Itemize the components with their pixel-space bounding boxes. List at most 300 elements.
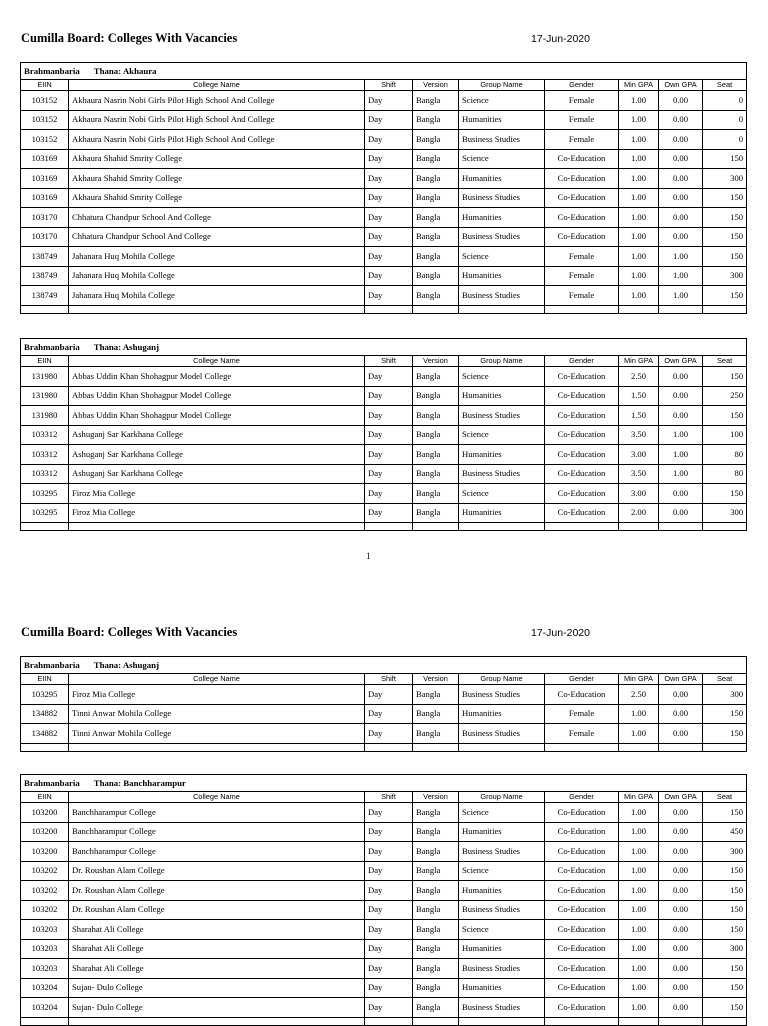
column-header-version: Version [413,80,459,91]
cell-college-name: Tinni Anwar Mohila College [69,704,365,724]
district-label: Brahmanbaria [24,65,80,76]
cell-own-gpa: 1.00 [659,464,703,484]
cell-group-name: Humanities [459,169,545,189]
column-header-gender: Gender [545,356,619,367]
cell-gender: Co-Education [545,900,619,920]
table-row [21,861,747,881]
cell-version: Bangla [413,266,459,286]
table-row [21,939,747,959]
cell-eiin: 103202 [21,881,69,901]
cell-eiin: 134882 [21,724,69,744]
table-row [21,130,747,150]
cell-shift: Day [365,842,413,862]
column-header-gender: Gender [545,674,619,685]
blank-row [21,305,747,313]
cell-eiin: 138749 [21,247,69,267]
cell-seat: 0 [703,110,747,130]
cell-min-gpa: 1.00 [619,998,659,1018]
district-label: Brahmanbaria [24,659,80,670]
cell-eiin: 103203 [21,939,69,959]
column-header-seat: Seat [703,80,747,91]
cell-group-name: Business Studies [459,842,545,862]
cell-min-gpa: 1.00 [619,822,659,842]
cell-seat: 80 [703,464,747,484]
cell-college-name: Jahanara Huq Mohila College [69,266,365,286]
cell-own-gpa: 0.00 [659,130,703,150]
column-header-eiin: EIIN [21,674,69,685]
page-number: 1 [366,551,371,561]
section-table [20,62,746,314]
cell-gender: Co-Education [545,484,619,504]
table-row [21,900,747,920]
cell-seat: 300 [703,503,747,523]
cell-shift: Day [365,685,413,705]
cell-seat: 0 [703,130,747,150]
cell-eiin: 134882 [21,704,69,724]
cell-seat: 0 [703,91,747,111]
vacancy-table [20,62,747,314]
cell-group-name: Business Studies [459,286,545,306]
cell-gender: Co-Education [545,367,619,387]
cell-seat: 150 [703,227,747,247]
cell-own-gpa: 0.00 [659,939,703,959]
cell-seat: 150 [703,978,747,998]
cell-gender: Co-Education [545,445,619,465]
table-row [21,247,747,267]
cell-gender: Female [545,266,619,286]
cell-version: Bangla [413,208,459,228]
cell-college-name: Dr. Roushan Alam College [69,900,365,920]
cell-min-gpa: 1.00 [619,803,659,823]
cell-version: Bangla [413,822,459,842]
cell-min-gpa: 1.00 [619,149,659,169]
cell-min-gpa: 1.00 [619,920,659,940]
column-header-shift: Shift [365,80,413,91]
cell-seat: 150 [703,920,747,940]
cell-shift: Day [365,208,413,228]
cell-seat: 150 [703,247,747,267]
cell-min-gpa: 1.50 [619,386,659,406]
column-header-own-gpa: Own GPA [659,674,703,685]
table-row [21,425,747,445]
page-title: Cumilla Board: Colleges With Vacancies [21,625,238,639]
table-row [21,484,747,504]
cell-college-name: Akhaura Shahid Smrity College [69,149,365,169]
cell-version: Bangla [413,900,459,920]
column-header-min-gpa: Min GPA [619,792,659,803]
cell-version: Bangla [413,685,459,705]
cell-college-name: Ashuganj Sar Karkhana College [69,445,365,465]
cell-min-gpa: 1.00 [619,208,659,228]
cell-eiin: 131980 [21,367,69,387]
cell-own-gpa: 0.00 [659,842,703,862]
cell-own-gpa: 0.00 [659,386,703,406]
cell-version: Bangla [413,149,459,169]
page-title: Cumilla Board: Colleges With Vacancies [21,31,238,45]
cell-gender: Co-Education [545,822,619,842]
cell-gender: Co-Education [545,208,619,228]
cell-version: Bangla [413,110,459,130]
cell-own-gpa: 0.00 [659,208,703,228]
cell-eiin: 103203 [21,920,69,940]
cell-group-name: Business Studies [459,724,545,744]
cell-own-gpa: 0.00 [659,503,703,523]
cell-version: Bangla [413,881,459,901]
cell-eiin: 138749 [21,286,69,306]
column-header-group-name: Group Name [459,674,545,685]
column-header-eiin: EIIN [21,792,69,803]
table-row [21,227,747,247]
cell-group-name: Humanities [459,386,545,406]
cell-own-gpa: 0.00 [659,724,703,744]
table-row [21,406,747,426]
cell-gender: Co-Education [545,881,619,901]
cell-min-gpa: 1.00 [619,110,659,130]
vacancy-table [20,774,747,1026]
cell-version: Bangla [413,920,459,940]
cell-version: Bangla [413,861,459,881]
cell-own-gpa: 0.00 [659,91,703,111]
table-row [21,978,747,998]
cell-seat: 150 [703,861,747,881]
cell-seat: 150 [703,406,747,426]
cell-min-gpa: 1.00 [619,704,659,724]
cell-group-name: Science [459,425,545,445]
cell-own-gpa: 0.00 [659,881,703,901]
cell-college-name: Akhaura Shahid Smrity College [69,188,365,208]
cell-college-name: Sujan- Dulo College [69,978,365,998]
cell-group-name: Science [459,920,545,940]
column-header-college-name: College Name [69,80,365,91]
cell-college-name: Sharahat Ali College [69,939,365,959]
cell-min-gpa: 1.00 [619,169,659,189]
cell-own-gpa: 1.00 [659,425,703,445]
cell-gender: Female [545,91,619,111]
cell-shift: Day [365,959,413,979]
cell-version: Bangla [413,91,459,111]
cell-college-name: Ashuganj Sar Karkhana College [69,464,365,484]
table-row [21,286,747,306]
cell-own-gpa: 0.00 [659,367,703,387]
table-row [21,110,747,130]
column-header-shift: Shift [365,356,413,367]
cell-seat: 300 [703,685,747,705]
cell-group-name: Business Studies [459,959,545,979]
cell-min-gpa: 1.00 [619,881,659,901]
cell-gender: Co-Education [545,939,619,959]
table-row [21,724,747,744]
cell-version: Bangla [413,998,459,1018]
cell-group-name: Humanities [459,881,545,901]
cell-min-gpa: 1.00 [619,900,659,920]
cell-group-name: Science [459,149,545,169]
cell-eiin: 103202 [21,900,69,920]
cell-eiin: 103152 [21,91,69,111]
cell-college-name: Akhaura Nasrin Nobi Girls Pilot High School And College [69,110,365,130]
cell-version: Bangla [413,959,459,979]
cell-group-name: Science [459,91,545,111]
cell-eiin: 131980 [21,406,69,426]
cell-eiin: 103170 [21,227,69,247]
cell-group-name: Humanities [459,822,545,842]
cell-college-name: Firoz Mia College [69,685,365,705]
table-row [21,169,747,189]
cell-own-gpa: 0.00 [659,685,703,705]
cell-eiin: 103152 [21,130,69,150]
cell-min-gpa: 1.00 [619,188,659,208]
column-header-row [21,674,747,685]
cell-min-gpa: 1.00 [619,130,659,150]
cell-seat: 300 [703,842,747,862]
section-table [20,338,746,531]
cell-shift: Day [365,386,413,406]
cell-own-gpa: 0.00 [659,861,703,881]
cell-min-gpa: 1.00 [619,227,659,247]
cell-own-gpa: 0.00 [659,978,703,998]
cell-version: Bangla [413,227,459,247]
column-header-seat: Seat [703,792,747,803]
cell-college-name: Firoz Mia College [69,503,365,523]
cell-eiin: 103169 [21,188,69,208]
column-header-college-name: College Name [69,674,365,685]
cell-own-gpa: 1.00 [659,445,703,465]
cell-group-name: Science [459,803,545,823]
cell-group-name: Business Studies [459,227,545,247]
cell-min-gpa: 2.50 [619,685,659,705]
column-header-college-name: College Name [69,356,365,367]
cell-college-name: Dr. Roushan Alam College [69,861,365,881]
cell-min-gpa: 3.50 [619,425,659,445]
cell-min-gpa: 1.00 [619,842,659,862]
cell-shift: Day [365,247,413,267]
cell-eiin: 103203 [21,959,69,979]
column-header-group-name: Group Name [459,80,545,91]
cell-gender: Female [545,286,619,306]
cell-group-name: Humanities [459,704,545,724]
cell-min-gpa: 1.00 [619,286,659,306]
cell-seat: 150 [703,724,747,744]
cell-college-name: Firoz Mia College [69,484,365,504]
cell-eiin: 103170 [21,208,69,228]
cell-group-name: Humanities [459,445,545,465]
cell-min-gpa: 1.00 [619,939,659,959]
cell-own-gpa: 1.00 [659,286,703,306]
cell-group-name: Science [459,247,545,267]
cell-shift: Day [365,130,413,150]
cell-min-gpa: 1.00 [619,247,659,267]
location-row [21,339,747,356]
cell-own-gpa: 0.00 [659,406,703,426]
vacancy-table [20,656,747,752]
cell-shift: Day [365,822,413,842]
cell-eiin: 103295 [21,484,69,504]
cell-shift: Day [365,724,413,744]
column-header-min-gpa: Min GPA [619,80,659,91]
cell-group-name: Humanities [459,939,545,959]
column-header-min-gpa: Min GPA [619,674,659,685]
table-row [21,208,747,228]
cell-eiin: 138749 [21,266,69,286]
table-row [21,266,747,286]
cell-min-gpa: 1.50 [619,406,659,426]
cell-version: Bangla [413,188,459,208]
cell-eiin: 103204 [21,978,69,998]
cell-eiin: 103312 [21,445,69,465]
cell-gender: Co-Education [545,149,619,169]
cell-seat: 150 [703,704,747,724]
cell-version: Bangla [413,939,459,959]
cell-seat: 150 [703,900,747,920]
cell-own-gpa: 0.00 [659,484,703,504]
cell-shift: Day [365,425,413,445]
cell-seat: 150 [703,484,747,504]
cell-min-gpa: 1.00 [619,91,659,111]
column-header-seat: Seat [703,356,747,367]
column-header-group-name: Group Name [459,356,545,367]
cell-gender: Co-Education [545,920,619,940]
cell-shift: Day [365,445,413,465]
cell-seat: 150 [703,188,747,208]
column-header-group-name: Group Name [459,792,545,803]
cell-gender: Female [545,130,619,150]
cell-shift: Day [365,978,413,998]
table-row [21,445,747,465]
table-row [21,149,747,169]
column-header-shift: Shift [365,792,413,803]
cell-gender: Co-Education [545,861,619,881]
cell-version: Bangla [413,484,459,504]
cell-min-gpa: 1.00 [619,978,659,998]
cell-own-gpa: 0.00 [659,900,703,920]
table-row [21,803,747,823]
cell-gender: Co-Education [545,425,619,445]
cell-college-name: Abbas Uddin Khan Shohagpur Model College [69,367,365,387]
cell-own-gpa: 0.00 [659,169,703,189]
cell-group-name: Humanities [459,978,545,998]
cell-min-gpa: 3.00 [619,445,659,465]
table-row [21,822,747,842]
cell-college-name: Chhatura Chandpur School And College [69,208,365,228]
cell-min-gpa: 1.00 [619,266,659,286]
table-row [21,91,747,111]
cell-college-name: Sharahat Ali College [69,959,365,979]
cell-min-gpa: 3.00 [619,484,659,504]
cell-version: Bangla [413,464,459,484]
cell-gender: Co-Education [545,464,619,484]
cell-shift: Day [365,169,413,189]
cell-college-name: Jahanara Huq Mohila College [69,247,365,267]
column-header-gender: Gender [545,80,619,91]
column-header-college-name: College Name [69,792,365,803]
cell-own-gpa: 0.00 [659,110,703,130]
cell-own-gpa: 1.00 [659,266,703,286]
table-row [21,998,747,1018]
cell-shift: Day [365,998,413,1018]
cell-own-gpa: 0.00 [659,920,703,940]
column-header-min-gpa: Min GPA [619,356,659,367]
cell-seat: 250 [703,386,747,406]
cell-gender: Female [545,724,619,744]
cell-shift: Day [365,188,413,208]
column-header-version: Version [413,356,459,367]
cell-shift: Day [365,286,413,306]
cell-gender: Co-Education [545,803,619,823]
column-header-row [21,792,747,803]
column-header-gender: Gender [545,792,619,803]
cell-college-name: Jahanara Huq Mohila College [69,286,365,306]
cell-own-gpa: 0.00 [659,149,703,169]
cell-group-name: Business Studies [459,188,545,208]
cell-eiin: 103295 [21,685,69,705]
cell-eiin: 103295 [21,503,69,523]
cell-seat: 150 [703,998,747,1018]
cell-version: Bangla [413,724,459,744]
blank-row [21,743,747,751]
table-row [21,842,747,862]
cell-eiin: 103204 [21,998,69,1018]
location-row [21,657,747,674]
cell-college-name: Abbas Uddin Khan Shohagpur Model College [69,406,365,426]
cell-eiin: 103200 [21,803,69,823]
cell-gender: Co-Education [545,959,619,979]
cell-gender: Co-Education [545,842,619,862]
cell-seat: 300 [703,266,747,286]
cell-group-name: Humanities [459,503,545,523]
cell-shift: Day [365,704,413,724]
cell-version: Bangla [413,704,459,724]
cell-college-name: Banchharampur College [69,822,365,842]
cell-shift: Day [365,920,413,940]
cell-shift: Day [365,110,413,130]
cell-group-name: Humanities [459,208,545,228]
cell-group-name: Business Studies [459,464,545,484]
cell-seat: 300 [703,169,747,189]
cell-version: Bangla [413,286,459,306]
table-row [21,367,747,387]
cell-shift: Day [365,900,413,920]
thana-label: Thana: Ashuganj [93,341,160,352]
cell-seat: 300 [703,939,747,959]
cell-eiin: 103169 [21,169,69,189]
blank-row [21,523,747,531]
cell-version: Bangla [413,386,459,406]
cell-eiin: 103312 [21,464,69,484]
cell-gender: Co-Education [545,169,619,189]
thana-label: Thana: Ashuganj [93,659,160,670]
table-row [21,464,747,484]
cell-seat: 150 [703,367,747,387]
district-label: Brahmanbaria [24,777,80,788]
cell-eiin: 103202 [21,861,69,881]
cell-college-name: Tinni Anwar Mohila College [69,724,365,744]
cell-own-gpa: 0.00 [659,704,703,724]
cell-own-gpa: 0.00 [659,803,703,823]
table-row [21,188,747,208]
column-header-eiin: EIIN [21,356,69,367]
cell-seat: 150 [703,208,747,228]
cell-own-gpa: 0.00 [659,227,703,247]
page-date: 17-Jun-2020 [531,33,590,45]
cell-gender: Co-Education [545,685,619,705]
column-header-row [21,356,747,367]
cell-version: Bangla [413,367,459,387]
column-header-row [21,80,747,91]
cell-gender: Co-Education [545,227,619,247]
section-table [20,656,746,752]
cell-seat: 450 [703,822,747,842]
cell-college-name: Akhaura Nasrin Nobi Girls Pilot High School And College [69,91,365,111]
cell-eiin: 131980 [21,386,69,406]
